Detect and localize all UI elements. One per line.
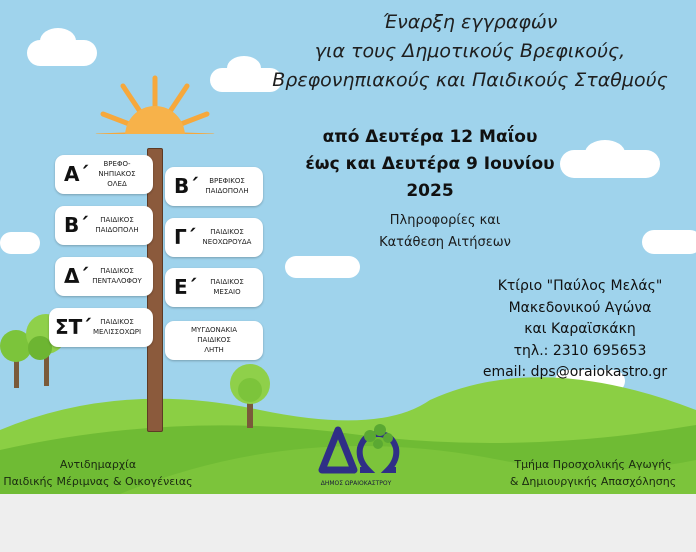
sign-right-4: [165, 321, 263, 360]
cloud: [585, 140, 625, 166]
info-line: Πληροφορίες και: [389, 213, 501, 228]
headline-line: για τους Δημοτικούς Βρεφικούς,: [314, 40, 626, 62]
registration-dates: [285, 124, 575, 205]
sign-letter: Α΄: [64, 162, 89, 186]
sign-text: ΒΡΕΦΟ- ΝΗΠΙΑΚΟΣ ΟΛΕΔ: [98, 160, 136, 188]
contact-address: [480, 276, 696, 384]
sign-right-2: [165, 218, 263, 257]
sign-text: ΠΑΙΔΙΚΟΣ ΜΕΣΑΙΟ: [210, 278, 244, 296]
cloud: [40, 28, 76, 54]
sign-right-1: [165, 167, 263, 206]
footer-left: [0, 456, 196, 490]
sign-left-1: [55, 155, 153, 194]
street-line: και Καραϊσκάκη: [524, 321, 636, 337]
sign-letter: Β΄: [64, 213, 89, 237]
footer-left-line: Παιδικής Μέριμνας & Οικογένειας: [3, 475, 193, 488]
headline-line: Έναρξη εγγραφών: [382, 11, 558, 33]
date-to: έως και Δευτέρα 9 Ιουνίου 2025: [305, 154, 555, 201]
street-line: Μακεδονικού Αγώνα: [508, 299, 652, 316]
sign-text: ΠΑΙΔΙΚΟΣ ΠΑΙΔΟΠΟΛΗ: [95, 216, 139, 234]
sign-text: ΜΥΓΔΟΝΑΚΙΑ ΠΑΙΔΙΚΟΣ ΛΗΤΗ: [191, 326, 237, 354]
phone: τηλ.: 2310 695653: [513, 342, 647, 359]
sign-right-3: [165, 268, 263, 307]
footer-right-line: Τμήμα Προσχολικής Αγωγής: [514, 458, 672, 471]
info-heading: [370, 210, 520, 254]
headline-line: Βρεφονηπιακούς και Παιδικούς Σταθμούς: [272, 69, 668, 91]
sign-letter: Ε΄: [174, 275, 197, 299]
sign-letter: Γ΄: [174, 225, 196, 249]
sign-text: ΠΑΙΔΙΚΟΣ ΜΕΛΙΣΣΟΧΩΡΙ: [92, 318, 142, 336]
sign-text: ΠΑΙΔΙΚΟΣ ΝΕΟΧΩΡΟΥΔΑ: [202, 228, 252, 246]
footer-left-line: Αντιδημαρχία: [59, 458, 137, 471]
logo-caption: ΔΗΜΟΣ ΩΡΑΙΟΚΑΣΤΡΟΥ: [320, 480, 392, 487]
date-from: από Δευτέρα 12 Μαΐου: [322, 127, 538, 147]
headline: [250, 8, 690, 95]
municipality-logo-icon: [308, 422, 404, 474]
info-line: Κατάθεση Αιτήσεων: [379, 235, 511, 250]
sign-letter: Β΄: [174, 174, 199, 198]
bottom-strip: [0, 494, 696, 552]
sign-left-2: [55, 206, 153, 245]
cloud: [642, 230, 696, 254]
sign-left-4: [49, 308, 153, 347]
sign-text: ΠΑΙΔΙΚΟΣ ΠΕΝΤΑΛΟΦΟΥ: [92, 267, 142, 285]
tree-icon: [226, 360, 274, 428]
footer-right: [500, 456, 686, 490]
sign-letter: ΣΤ΄: [55, 315, 92, 339]
municipality-logo: [308, 422, 404, 486]
sign-letter: Δ΄: [64, 264, 89, 288]
email: email: dps@oraiokastro.gr: [482, 364, 668, 380]
footer-right-line: & Δημιουργικής Απασχόλησης: [509, 475, 677, 488]
building-name: Κτίριο "Παύλος Μελάς": [497, 278, 663, 294]
sun-icon: [95, 72, 215, 148]
sign-left-3: [55, 257, 153, 296]
sign-text: ΒΡΕΦΙΚΟΣ ΠΑΙΔΟΠΟΛΗ: [205, 177, 249, 195]
cloud: [285, 256, 360, 278]
cloud: [0, 232, 40, 254]
